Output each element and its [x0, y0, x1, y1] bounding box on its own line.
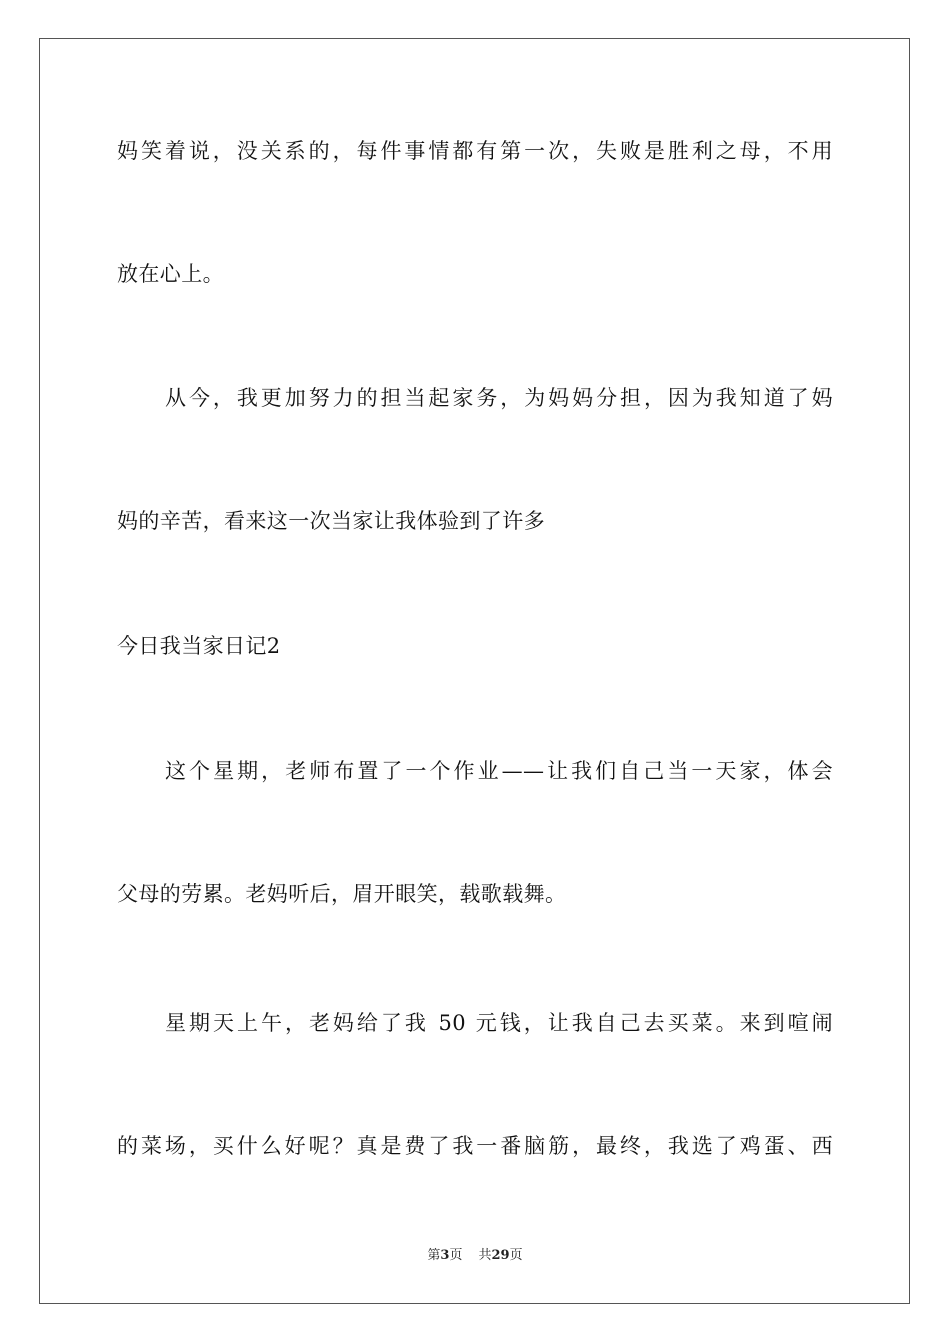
paragraph-line-1: 妈笑着说，没关系的，每件事情都有第一次，失败是胜利之母，不用 [117, 139, 833, 163]
paragraph-line-6: 父母的劳累。老妈听后，眉开眼笑，载歌载舞。 [117, 882, 567, 906]
paragraph-line-7: 星期天上午，老妈给了我 50 元钱，让我自己去买菜。来到喧闹 [165, 1011, 833, 1035]
page-border [39, 38, 910, 1304]
paragraph-line-5: 这个星期，老师布置了一个作业——让我们自己当一天家，体会 [165, 759, 833, 783]
section-heading: 今日我当家日记2 [117, 634, 281, 658]
paragraph-line-3: 从今，我更加努力的担当起家务，为妈妈分担，因为我知道了妈 [165, 386, 833, 410]
footer-total-prefix: 共 [478, 1248, 492, 1263]
footer-page-number: 3 [440, 1248, 450, 1263]
footer-total-pages: 29 [491, 1248, 510, 1263]
paragraph-line-2: 放在心上。 [117, 262, 224, 286]
footer-page-suffix: 页 [449, 1248, 463, 1263]
footer-total-suffix: 页 [509, 1248, 523, 1263]
footer-page-prefix: 第 [427, 1248, 441, 1263]
paragraph-line-8: 的菜场，买什么好呢？真是费了我一番脑筋，最终，我选了鸡蛋、西 [117, 1134, 833, 1158]
page-footer [0, 1247, 950, 1265]
paragraph-line-4: 妈的辛苦，看来这一次当家让我体验到了许多 [117, 509, 545, 533]
